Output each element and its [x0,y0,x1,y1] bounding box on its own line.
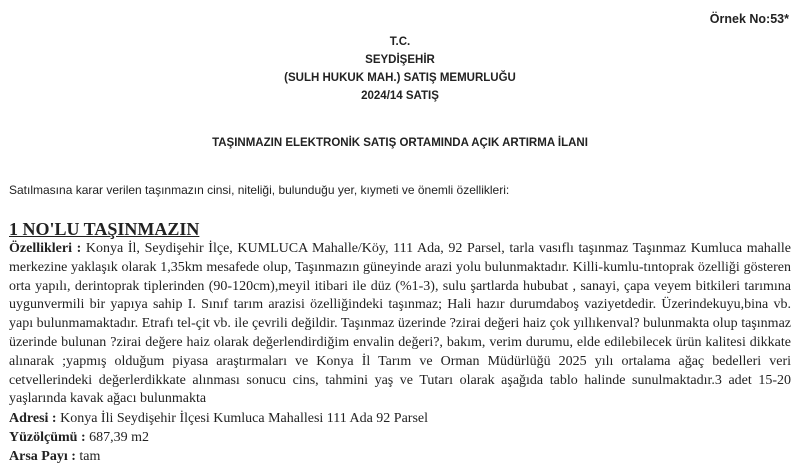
document-header [0,33,800,105]
parcel-section [9,218,791,466]
area-label: Yüzölçümü : [9,430,86,446]
share-value: tam [79,449,101,465]
header-country: T.C. [389,36,411,48]
header-office: (SULH HUKUK MAH.) SATIŞ MEMURLUĞU [284,72,516,84]
area-value: 687,39 m2 [89,430,150,446]
header-case-number: 2024/14 SATIŞ [361,90,439,102]
intro-text: Satılmasına karar verilen taşınmazın cinsi, niteliği, bulunduğu yer, kıymeti ve önemli özellikleri: [9,183,510,197]
announcement-title: TAŞINMAZIN ELEKTRONİK SATIŞ ORTAMINDA AÇIK ARTIRMA İLANI [212,137,588,149]
parcel-address [9,409,791,428]
address-label: Adresi : [9,411,57,427]
parcel-features [9,240,791,409]
features-label: Özellikleri : [9,241,82,256]
parcel-area [9,428,791,447]
parcel-heading: 1 NO'LU TAŞINMAZIN [9,219,200,239]
example-number: Örnek No:53* [709,12,789,26]
features-text: Konya İl, Seydişehir İlçe, KUMLUCA Mahalle/Köy, 111 Ada, 92 Parsel, tarla vasıflı taşınmaz Taşınmaz Kumluca mahalle merkezine yaklaşık olarak 1,35km mesafede olup, Taşınmazın güneyinde arazi yolu bulunmaktadır. Killi-kumlu-tıntoprak özelliği gösteren orta yapılı, derintoprak tiplerinden (90-120cm),meyil itibari ile düz (%1-3), sulu şartlarda hububat , sanayi, çapa veyem bitkileri tarımına uygunvermili bir yapıya sahip I. Sınıf tarım arazisi özelliğindeki taşınmaz; Hali hazır durumdaboş vaziyetdedir. Üzerindekuyu,bina vb. yapı bulunmamaktadır. Etrafı tel-çit vb. ile çevrili değildir. Taşınmaz üzerinde ?zirai değeri haiz çok yıllıkenval? bulunmakta olup taşınmaz üzerinde bulunan ?zirai değere haiz olarak değerlendirdiğim envalin değeri?, bakım, verim durumu, elde edilebilecek ürün kalitesi dikkate alınarak ;yapmış olduğum piyasa araştırmaları ve Konya İl Tarım ve Orman Müdürlüğü 2025 yılı ortalama ağaç bedelleri veri cetvellerindeki değerlerdikkate alınması sonucu cins, tahmini yaş ve Tutarı olarak aşağıda tablo halinde sunulmaktadır.3 adet 15-20 yaşlarında kavak ağacı bulunmakta [9,241,791,407]
address-value: Konya İli Seydişehir İlçesi Kumluca Mahallesi 111 Ada 92 Parsel [60,411,429,427]
share-label: Arsa Payı : [9,449,76,465]
header-district: SEYDİŞEHİR [365,54,435,66]
